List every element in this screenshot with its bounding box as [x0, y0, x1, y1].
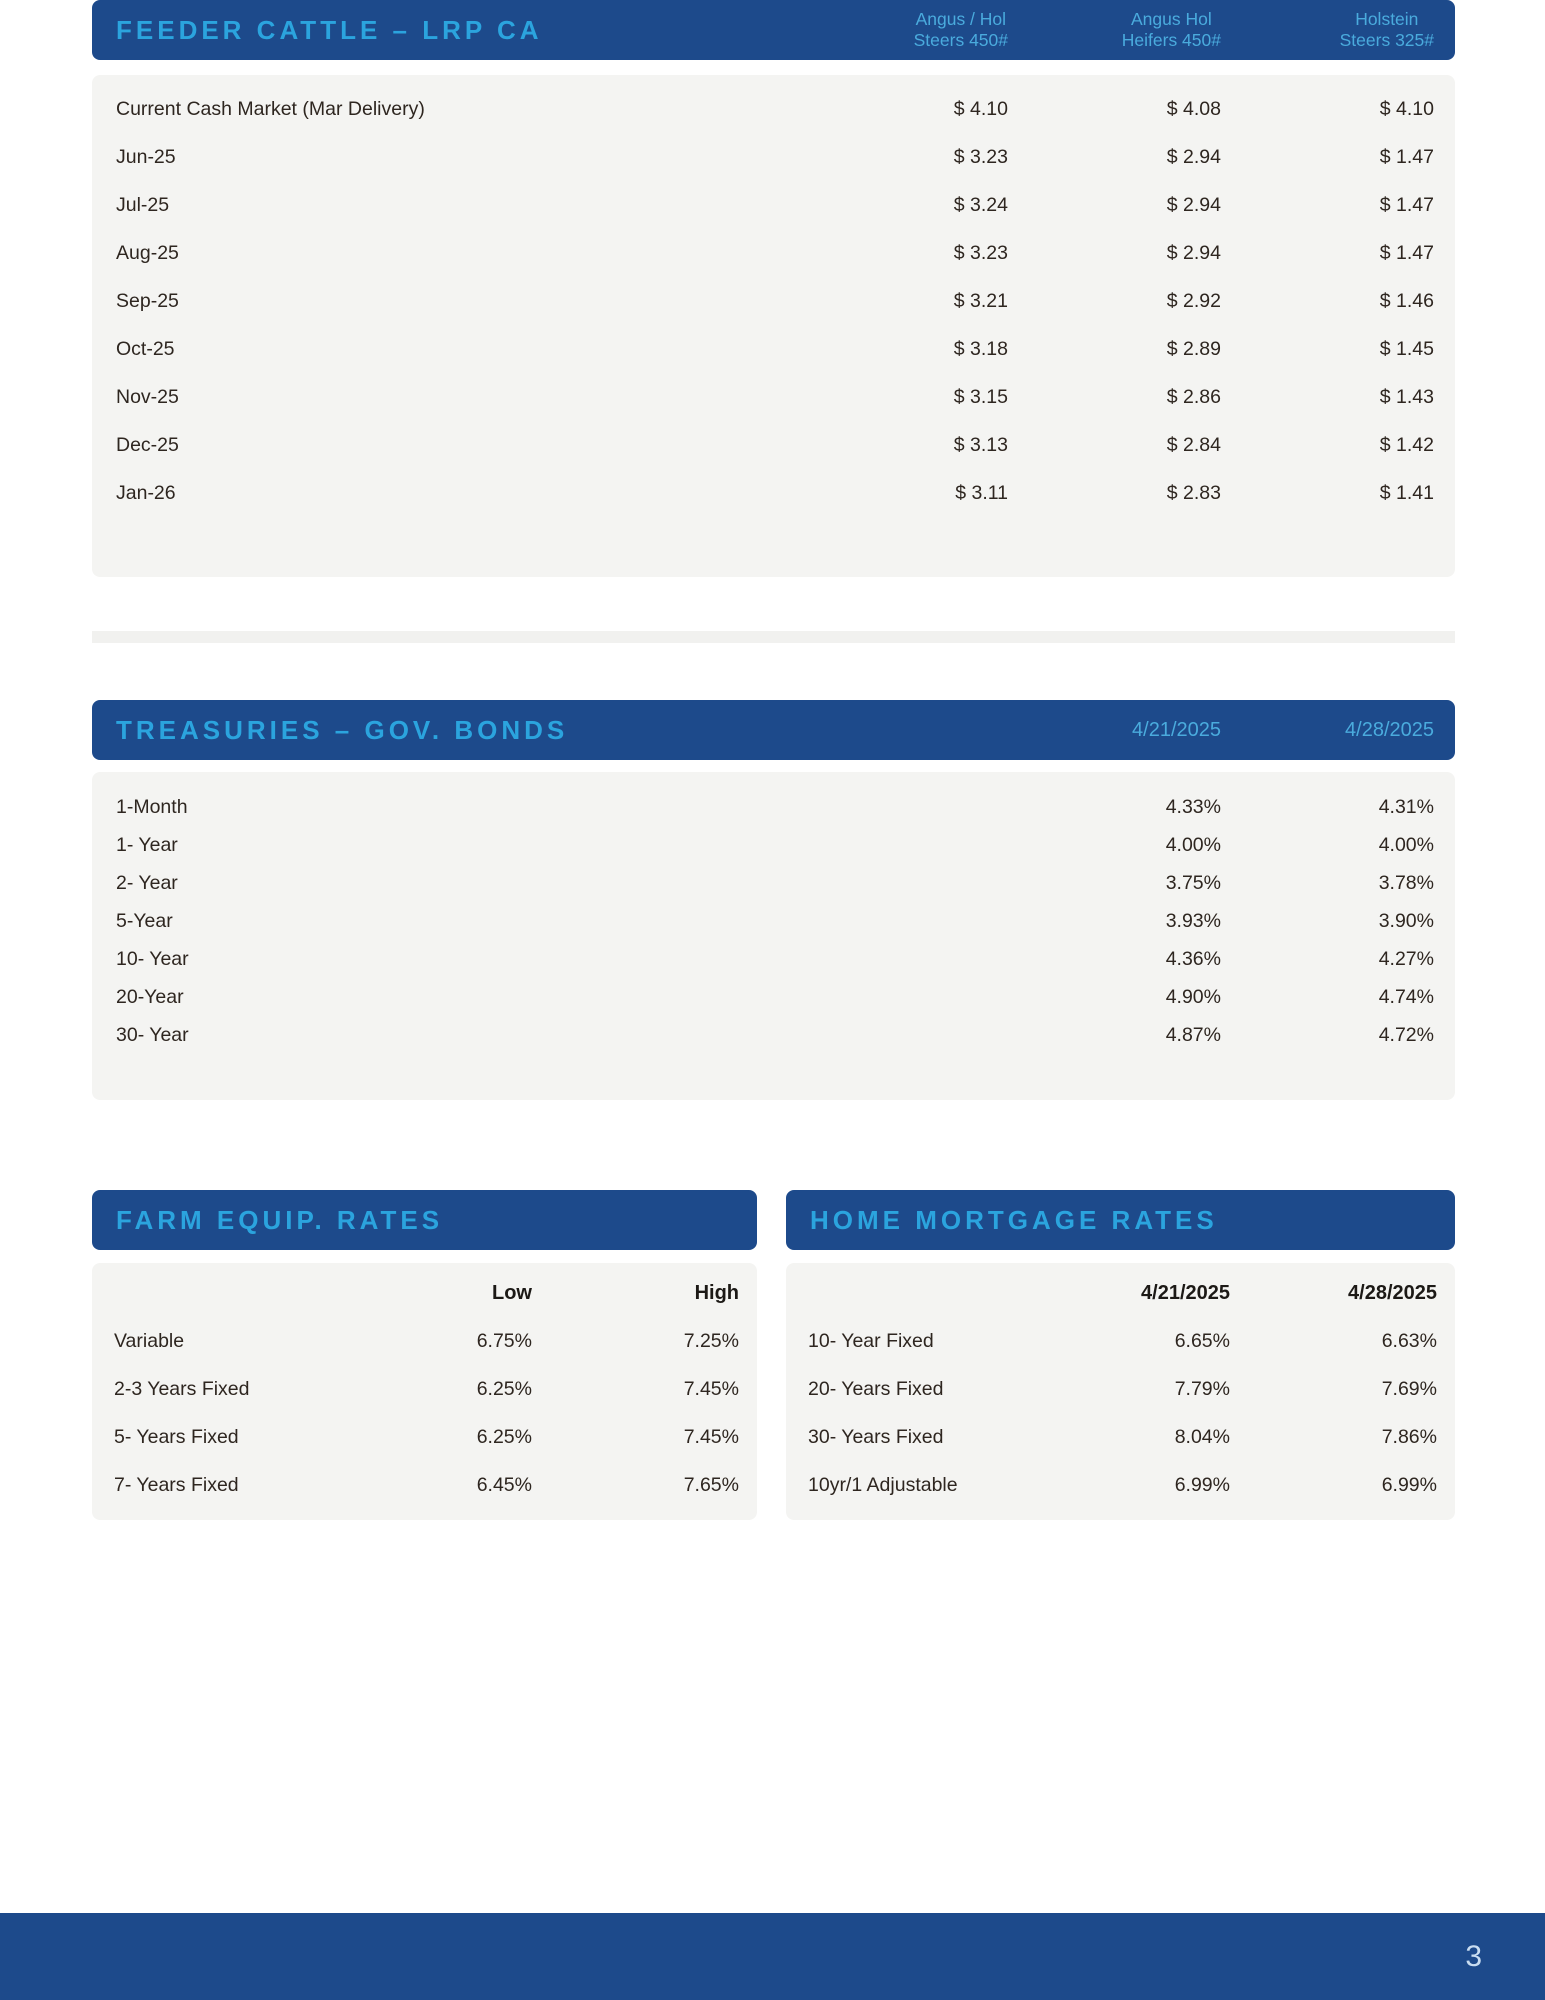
row-value: 6.75% — [476, 1329, 532, 1352]
treasuries-title: TREASURIES – GOV. BONDS — [116, 714, 569, 745]
row-value: 7.45% — [683, 1425, 739, 1448]
treasuries-table — [92, 772, 1455, 1100]
row-value: 4.90% — [1165, 985, 1221, 1008]
row-label: 30- Year — [116, 1023, 189, 1046]
row-value: 6.25% — [476, 1377, 532, 1400]
page-footer — [0, 1913, 1545, 2000]
column-header — [1221, 9, 1434, 51]
row-value: 8.04% — [1174, 1425, 1230, 1448]
table-row — [92, 421, 1455, 469]
row-value: $ 3.15 — [953, 385, 1008, 408]
row-value: 4.27% — [1378, 947, 1434, 970]
row-value: 4.31% — [1378, 795, 1434, 818]
row-value: 3.93% — [1165, 909, 1221, 932]
table-row — [92, 1317, 757, 1365]
row-value: $ 3.23 — [953, 145, 1008, 168]
column-header-line1: Angus Hol — [1131, 9, 1212, 29]
row-label: 10yr/1 Adjustable — [808, 1473, 958, 1496]
column-header-line1: Angus / Hol — [915, 9, 1007, 29]
farm-equip-column-headers — [92, 1269, 757, 1317]
row-value: $ 2.83 — [1166, 481, 1221, 504]
row-label: Jan-26 — [116, 481, 176, 504]
column-header-line1: Holstein — [1355, 9, 1419, 29]
home-mortgage-rows — [786, 1317, 1455, 1509]
row-value: $ 2.94 — [1166, 241, 1221, 264]
row-label: 2-3 Years Fixed — [114, 1377, 250, 1400]
row-label: 1-Month — [116, 795, 188, 818]
row-value: 7.45% — [683, 1377, 739, 1400]
column-header-date: 4/21/2025 — [1132, 718, 1221, 741]
row-value: 7.25% — [683, 1329, 739, 1352]
row-value: 6.99% — [1174, 1473, 1230, 1496]
row-value: $ 4.10 — [953, 97, 1008, 120]
row-value: 6.25% — [476, 1425, 532, 1448]
row-label: Jun-25 — [116, 145, 176, 168]
table-row — [92, 469, 1455, 517]
home-mortgage-title: HOME MORTGAGE RATES — [810, 1204, 1218, 1235]
row-value: 7.69% — [1381, 1377, 1437, 1400]
home-mortgage-header-bar — [786, 1190, 1455, 1250]
row-value: $ 3.11 — [955, 481, 1008, 504]
row-label: 5-Year — [116, 909, 173, 932]
row-label: Jul-25 — [116, 193, 170, 216]
row-value: $ 3.24 — [953, 193, 1008, 216]
row-value: $ 1.46 — [1379, 289, 1434, 312]
table-row — [786, 1317, 1455, 1365]
table-row — [786, 1365, 1455, 1413]
row-value: 3.75% — [1165, 871, 1221, 894]
row-label: Oct-25 — [116, 337, 175, 360]
row-label: Sep-25 — [116, 289, 179, 312]
row-value: 6.45% — [476, 1473, 532, 1496]
table-row — [92, 1413, 757, 1461]
column-header-line2: Steers 325# — [1339, 30, 1434, 50]
row-value: 4.72% — [1378, 1023, 1434, 1046]
row-value: 4.33% — [1165, 795, 1221, 818]
row-value: $ 1.47 — [1379, 145, 1434, 168]
row-value: $ 4.08 — [1166, 97, 1221, 120]
row-value: 6.65% — [1174, 1329, 1230, 1352]
row-value: 3.90% — [1378, 909, 1434, 932]
row-value: 3.78% — [1378, 871, 1434, 894]
table-row — [92, 85, 1455, 133]
feeder-cattle-title: FEEDER CATTLE – LRP CA — [116, 14, 543, 45]
row-value: $ 4.10 — [1379, 97, 1434, 120]
table-row — [92, 902, 1455, 940]
page-content — [92, 0, 1455, 1520]
row-value: $ 2.84 — [1166, 433, 1221, 456]
row-label: 5- Years Fixed — [114, 1425, 239, 1448]
table-row — [92, 373, 1455, 421]
home-mortgage-table — [786, 1263, 1455, 1520]
row-value: 7.79% — [1174, 1377, 1230, 1400]
column-header — [795, 9, 1008, 51]
row-value: $ 2.94 — [1166, 193, 1221, 216]
row-value: $ 1.47 — [1379, 241, 1434, 264]
row-value: $ 1.43 — [1379, 385, 1434, 408]
column-header: 4/21/2025 — [1141, 1281, 1230, 1304]
feeder-cattle-table — [92, 75, 1455, 577]
table-row — [92, 826, 1455, 864]
table-row — [92, 325, 1455, 373]
table-row — [92, 1461, 757, 1509]
row-value: $ 1.47 — [1379, 193, 1434, 216]
row-label: Variable — [114, 1329, 185, 1352]
page-number: 3 — [1465, 1939, 1482, 1973]
column-header-date: 4/28/2025 — [1345, 718, 1434, 741]
row-value: 4.36% — [1165, 947, 1221, 970]
farm-equip-rows — [92, 1317, 757, 1509]
row-value: 4.74% — [1378, 985, 1434, 1008]
row-label: 30- Years Fixed — [808, 1425, 944, 1448]
row-value: $ 3.18 — [953, 337, 1008, 360]
row-label: 10- Year — [116, 947, 189, 970]
column-header: Low — [492, 1281, 532, 1304]
column-header: High — [694, 1281, 739, 1304]
row-value: $ 1.45 — [1379, 337, 1434, 360]
table-row — [92, 277, 1455, 325]
table-row — [92, 864, 1455, 902]
row-label: Dec-25 — [116, 433, 179, 456]
table-row — [92, 788, 1455, 826]
row-value: $ 2.94 — [1166, 145, 1221, 168]
row-value: 6.63% — [1381, 1329, 1437, 1352]
row-label: 7- Years Fixed — [114, 1473, 239, 1496]
column-gap — [757, 1190, 786, 1520]
row-value: $ 3.23 — [953, 241, 1008, 264]
row-value: $ 2.92 — [1166, 289, 1221, 312]
feeder-cattle-rows — [92, 85, 1455, 517]
row-value: 4.87% — [1165, 1023, 1221, 1046]
table-row — [786, 1413, 1455, 1461]
farm-equip-title: FARM EQUIP. RATES — [116, 1204, 444, 1235]
row-label: 20- Years Fixed — [808, 1377, 944, 1400]
column-header — [1008, 9, 1221, 51]
row-value: $ 3.13 — [953, 433, 1008, 456]
row-label: 1- Year — [116, 833, 178, 856]
table-row — [92, 1016, 1455, 1054]
row-label: Nov-25 — [116, 385, 179, 408]
treasuries-rows — [92, 788, 1455, 1054]
column-header-line2: Heifers 450# — [1121, 30, 1221, 50]
column-header-line2: Steers 450# — [913, 30, 1008, 50]
section-divider — [92, 631, 1455, 643]
farm-equip-table — [92, 1263, 757, 1520]
row-value: $ 2.86 — [1166, 385, 1221, 408]
table-row — [92, 1365, 757, 1413]
row-value: $ 1.41 — [1379, 481, 1434, 504]
table-row — [92, 229, 1455, 277]
farm-equip-header-bar — [92, 1190, 757, 1250]
row-label: Current Cash Market (Mar Delivery) — [116, 97, 425, 120]
row-value: $ 3.21 — [953, 289, 1008, 312]
column-header: 4/28/2025 — [1348, 1281, 1437, 1304]
row-value: 4.00% — [1165, 833, 1221, 856]
feeder-cattle-column-headers — [795, 9, 1455, 51]
home-mortgage-section — [786, 1190, 1455, 1520]
row-value: 6.99% — [1381, 1473, 1437, 1496]
bottom-section — [92, 1190, 1455, 1520]
treasuries-header-bar — [92, 700, 1455, 760]
table-row — [92, 181, 1455, 229]
row-value: 7.65% — [683, 1473, 739, 1496]
row-label: 20-Year — [116, 985, 184, 1008]
home-mortgage-column-headers — [786, 1269, 1455, 1317]
farm-equip-section — [92, 1190, 757, 1520]
table-row — [92, 978, 1455, 1016]
row-value: $ 2.89 — [1166, 337, 1221, 360]
feeder-cattle-header-bar — [92, 0, 1455, 60]
table-row — [92, 133, 1455, 181]
row-value: 7.86% — [1381, 1425, 1437, 1448]
row-label: 10- Year Fixed — [808, 1329, 934, 1352]
row-label: Aug-25 — [116, 241, 179, 264]
row-value: 4.00% — [1378, 833, 1434, 856]
row-value: $ 1.42 — [1379, 433, 1434, 456]
table-row — [92, 940, 1455, 978]
treasuries-column-headers — [1008, 719, 1455, 742]
row-label: 2- Year — [116, 871, 178, 894]
table-row — [786, 1461, 1455, 1509]
